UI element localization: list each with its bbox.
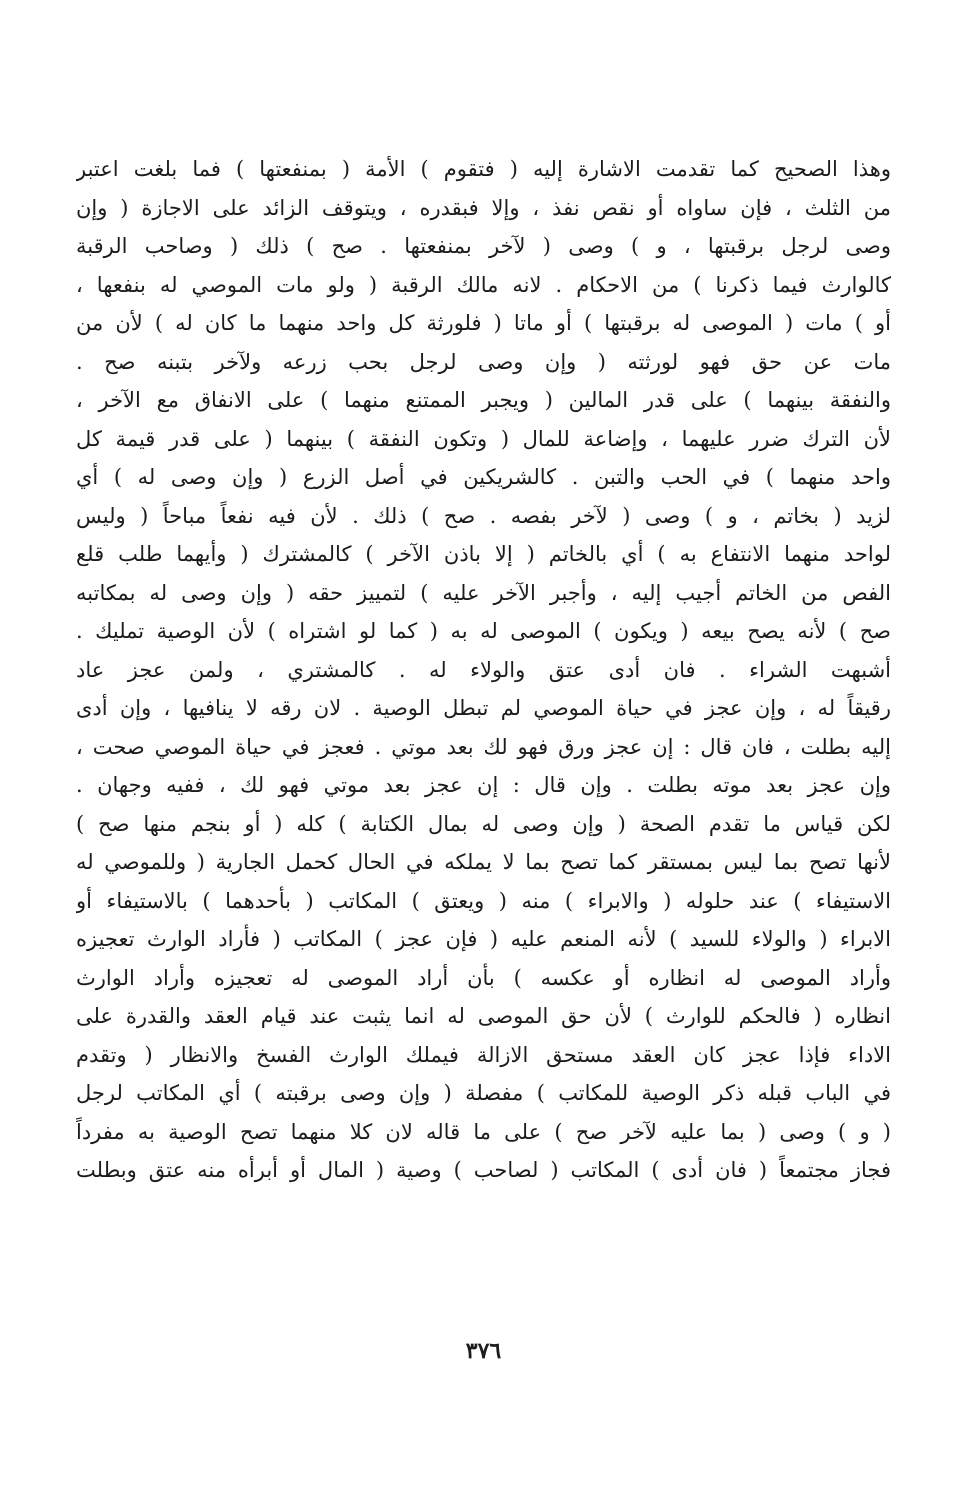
text-line: وصى لرجل برقبتها ، و ) وصى ( لآخر بمنفعتها . صح ) ذلك ( وصاحب الرقبة [76,234,891,258]
text-line: الفص من الخاتم أجيب إليه ، وأجبر الآخر عليه ) لتمييز حقه ( وإن وصى له بمكاتبه [76,580,891,605]
body-text [76,150,891,1190]
page-number: ٣٧٦ [465,1338,502,1364]
text-line: مات عن حق فهو لورثته ( وإن وصى لرجل بحب زرعه ولآخر بتبنه صح . [76,349,891,374]
text-line: الاداء فإذا عجز كان العقد مستحق الازالة فيملك الوارث الفسخ والانظار ( وتقدم [76,1042,891,1067]
text-line: لزيد ( بخاتم ، و ) وصى ( لآخر بفصه . صح ) ذلك . لأن فيه نفعاً مباحاً ( وليس [76,503,891,528]
text-line: وهذا الصحيح كما تقدمت الاشارة إليه ( فتقوم ) الأمة ( بمنفعتها ) فما بلغت اعتبر [76,157,891,181]
text-line: في الباب قبله ذكر الوصية للمكاتب ) مفصلة ( وإن وصى برقبته ) أي المكاتب لرجل [76,1081,891,1105]
text-line: لواحد منهما الانتفاع به ) أي بالخاتم ( إلا باذن الآخر ) كالمشترك ( وأيهما طلب قلع [76,542,891,566]
text-line: كالوارث فيما ذكرنا ) من الاحكام . لانه مالك الرقبة ( ولو مات الموصي له بنفعها ، [76,272,891,297]
text-line: وإن عجز بعد موته بطلت . وإن قال : إن عجز بعد موتي فهو لك ، ففيه وجهان . [76,773,891,797]
text-line: الابراء ( والولاء للسيد ) لأنه المنعم عليه ( فإن عجز ) المكاتب ( فأراد الوارث تعجيزه [76,927,891,951]
text-line: ( و ) وصى ( بما عليه لآخر صح ) على ما قاله لان كلا منهما تصح الوصية به مفرداً [76,1119,891,1144]
text-line: رقيقاً له ، وإن عجز في حياة الموصي لم تبطل الوصية . لان رقه لا ينافيها ، وإن أدى [76,696,891,720]
text-line: لأنها تصح بما ليس بمستقر كما تصح بما لا يملكه في الحال كحمل الجارية ( وللموصي له [76,850,891,874]
text-line: انظاره ( فالحكم للوارث ) لأن حق الموصى له انما يثبت عند قيام العقد والقدرة على [76,1004,891,1028]
text-line: لأن الترك ضرر عليهما ، وإضاعة للمال ( وتكون النفقة ) بينهما ( على قدر قيمة كل [76,426,891,451]
text-line: لكن قياس ما تقدم الصحة ( وإن وصى له بمال الكتابة ) كله ( أو بنجم منها صح ) [76,811,891,836]
text-line: وأراد الموصى له انظاره أو عكسه ) بأن أراد الموصى له تعجيزه وأراد الوارث [76,965,891,990]
text-line: إليه بطلت ، فان قال : إن عجز ورق فهو لك بعد موتي . فعجز في حياة الموصي صحت ، [76,734,891,759]
text-line: فجاز مجتمعاً ( فان أدى ) المكاتب ( لصاحب ) وصية ( المال أو أبرأه منه عتق وبطلت [76,1158,891,1182]
text-line: أشبهت الشراء . فان أدى عتق والولاء له . كالمشتري ، ولمن عجز عاد [76,657,891,682]
text-line: من الثلث ، فإن ساواه أو نقص نفذ ، وإلا فبقدره ، ويتوقف الزائد على الاجازة ( وإن [76,195,891,220]
text-line: واحد منهما ) في الحب والتبن . كالشريكين في أصل الزرع ( وإن وصى له ) أي [76,465,891,489]
text-line: الاستيفاء ) عند حلوله ( والابراء ) منه ( ويعتق ) المكاتب ( بأحدهما ) بالاستيفاء أو [76,888,891,913]
text-line: صح ) لأنه يصح بيعه ( ويكون ) الموصى له به ( كما لو اشتراه ) لأن الوصية تمليك . [76,619,891,643]
text-line: والنفقة بينهما ) على قدر المالين ( ويجبر الممتنع منهما ) على الانفاق مع الآخر ، [76,388,891,412]
text-line: أو ) مات ( الموصى له برقبتها ) أو ماتا ( فلورثة كل واحد منهما ما كان له ) لأن من [76,311,891,335]
